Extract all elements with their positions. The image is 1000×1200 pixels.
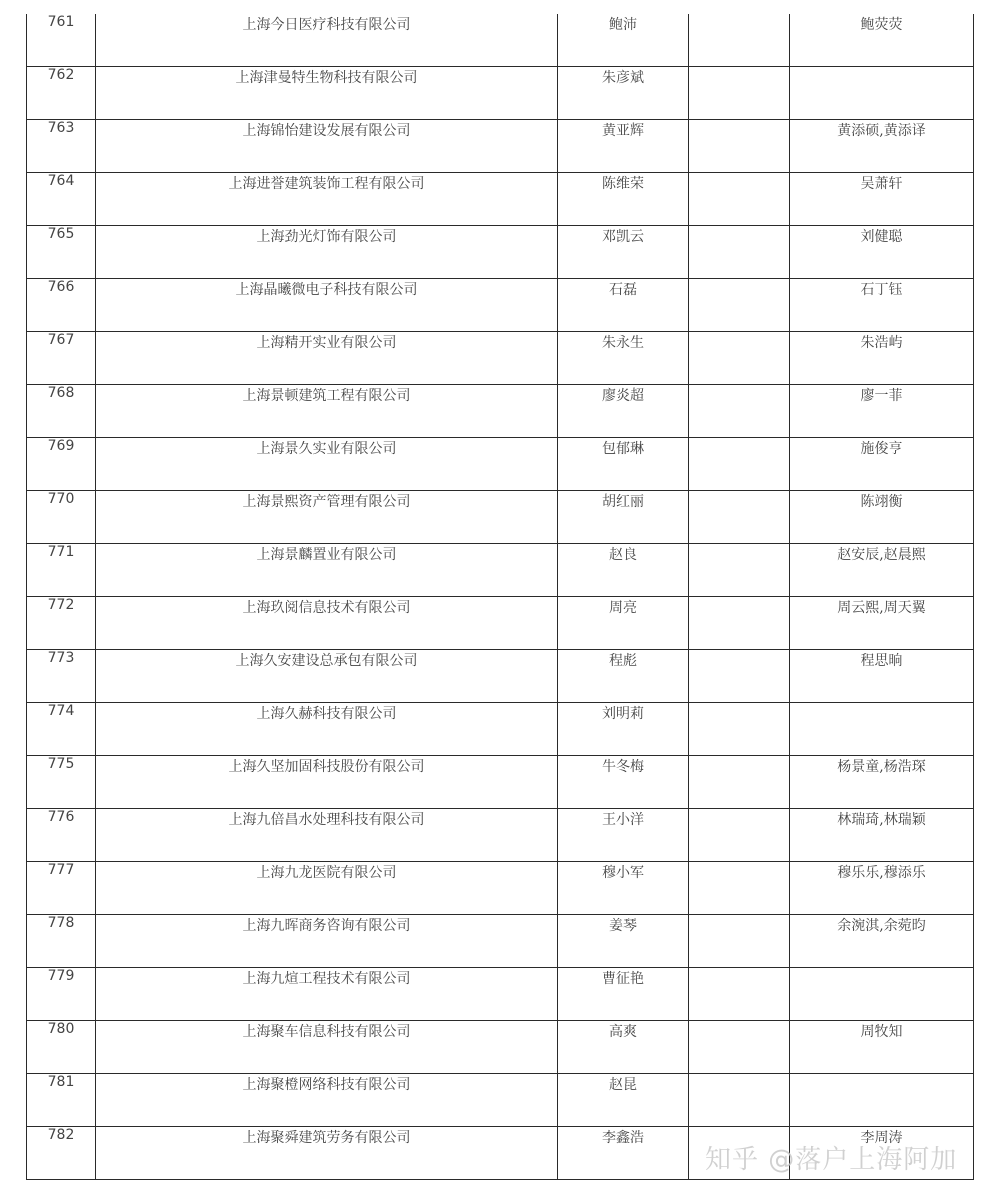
table-row bbox=[27, 120, 974, 173]
company-name bbox=[96, 332, 558, 385]
applicant-name bbox=[558, 1074, 689, 1127]
company-name-text: 上海聚车信息科技有限公司 bbox=[242, 1024, 411, 1040]
row-number bbox=[27, 597, 96, 650]
applicant-name bbox=[558, 1021, 689, 1074]
row-number-text: 771 bbox=[47, 544, 75, 560]
blank-cell bbox=[689, 544, 790, 597]
applicant-name bbox=[558, 915, 689, 968]
family-members-text: 朱浩屿 bbox=[860, 335, 903, 351]
company-name bbox=[96, 385, 558, 438]
family-members bbox=[790, 438, 974, 491]
applicant-name-text: 曹征艳 bbox=[602, 971, 644, 987]
family-members bbox=[790, 597, 974, 650]
blank-cell bbox=[689, 14, 790, 67]
company-name bbox=[96, 120, 558, 173]
row-number bbox=[27, 385, 96, 438]
family-members bbox=[790, 809, 974, 862]
row-number bbox=[27, 756, 96, 809]
company-name bbox=[96, 756, 558, 809]
row-number bbox=[27, 226, 96, 279]
blank-cell bbox=[689, 491, 790, 544]
row-number bbox=[27, 650, 96, 703]
applicant-name-text: 包郁琳 bbox=[602, 441, 644, 457]
row-number-text: 781 bbox=[47, 1074, 75, 1090]
company-name bbox=[96, 650, 558, 703]
applicant-name bbox=[558, 1127, 689, 1180]
table-row bbox=[27, 650, 974, 703]
row-number bbox=[27, 862, 96, 915]
row-number bbox=[27, 332, 96, 385]
settlement-list-table bbox=[26, 14, 974, 1180]
row-number-text: 780 bbox=[47, 1021, 75, 1037]
blank-cell bbox=[689, 226, 790, 279]
row-number-text: 769 bbox=[47, 438, 75, 454]
applicant-name bbox=[558, 544, 689, 597]
table-row bbox=[27, 915, 974, 968]
applicant-name-text: 牛冬梅 bbox=[602, 759, 644, 775]
applicant-name-text: 高爽 bbox=[609, 1024, 637, 1040]
blank-cell bbox=[689, 67, 790, 120]
company-name bbox=[96, 809, 558, 862]
row-number-text: 777 bbox=[47, 862, 75, 878]
applicant-name-text: 赵良 bbox=[609, 547, 637, 563]
blank-cell bbox=[689, 968, 790, 1021]
zhihu-watermark: 知乎 @落户上海阿加 bbox=[705, 1145, 958, 1175]
applicant-name-text: 王小洋 bbox=[602, 812, 644, 828]
family-members bbox=[790, 491, 974, 544]
company-name bbox=[96, 544, 558, 597]
applicant-name bbox=[558, 438, 689, 491]
table-row bbox=[27, 1074, 974, 1127]
blank-cell bbox=[689, 915, 790, 968]
applicant-name bbox=[558, 226, 689, 279]
family-members-text: 程思晌 bbox=[860, 653, 903, 669]
family-members-text: 石丁钰 bbox=[860, 282, 903, 298]
company-name bbox=[96, 1074, 558, 1127]
family-members-text: 余涴淇,余菀昀 bbox=[837, 918, 926, 934]
family-members bbox=[790, 226, 974, 279]
applicant-name bbox=[558, 597, 689, 650]
row-number bbox=[27, 1127, 96, 1180]
row-number bbox=[27, 968, 96, 1021]
company-name bbox=[96, 226, 558, 279]
company-name-text: 上海久安建设总承包有限公司 bbox=[235, 653, 418, 669]
company-name bbox=[96, 279, 558, 332]
row-number-text: 762 bbox=[47, 67, 75, 83]
applicant-name-text: 刘明莉 bbox=[602, 706, 644, 722]
family-members bbox=[790, 650, 974, 703]
family-members-text: 廖一菲 bbox=[860, 388, 903, 404]
family-members bbox=[790, 1021, 974, 1074]
company-name-text: 上海九龙医院有限公司 bbox=[256, 865, 397, 881]
company-name-text: 上海九晖商务咨询有限公司 bbox=[242, 918, 411, 934]
company-name bbox=[96, 173, 558, 226]
applicant-name bbox=[558, 14, 689, 67]
table-row bbox=[27, 597, 974, 650]
blank-cell bbox=[689, 650, 790, 703]
table-row bbox=[27, 809, 974, 862]
table-row bbox=[27, 862, 974, 915]
row-number-text: 766 bbox=[47, 279, 75, 295]
family-members bbox=[790, 120, 974, 173]
applicant-name bbox=[558, 332, 689, 385]
blank-cell bbox=[689, 120, 790, 173]
applicant-name-text: 石磊 bbox=[609, 282, 637, 298]
table-row bbox=[27, 544, 974, 597]
applicant-name-text: 廖炎超 bbox=[602, 388, 644, 404]
applicant-name bbox=[558, 703, 689, 756]
applicant-name bbox=[558, 756, 689, 809]
family-members bbox=[790, 756, 974, 809]
applicant-name-text: 陈维荣 bbox=[602, 176, 644, 192]
row-number bbox=[27, 491, 96, 544]
company-name-text: 上海景麟置业有限公司 bbox=[256, 547, 397, 563]
row-number bbox=[27, 1021, 96, 1074]
applicant-name bbox=[558, 650, 689, 703]
applicant-name bbox=[558, 279, 689, 332]
applicant-name-text: 周亮 bbox=[609, 600, 637, 616]
table-row bbox=[27, 67, 974, 120]
company-name-text: 上海久赫科技有限公司 bbox=[256, 706, 397, 722]
table-row bbox=[27, 226, 974, 279]
company-name bbox=[96, 1021, 558, 1074]
applicant-name-text: 邓凯云 bbox=[602, 229, 644, 245]
company-name bbox=[96, 597, 558, 650]
company-name-text: 上海景久实业有限公司 bbox=[256, 441, 397, 457]
blank-cell bbox=[689, 597, 790, 650]
row-number bbox=[27, 1074, 96, 1127]
applicant-name bbox=[558, 173, 689, 226]
family-members bbox=[790, 67, 974, 120]
family-members bbox=[790, 915, 974, 968]
company-name-text: 上海今日医疗科技有限公司 bbox=[242, 17, 411, 33]
company-name-text: 上海聚舜建筑劳务有限公司 bbox=[242, 1130, 411, 1146]
company-name bbox=[96, 67, 558, 120]
applicant-name-text: 朱彦斌 bbox=[602, 70, 644, 86]
company-name-text: 上海劲光灯饰有限公司 bbox=[256, 229, 397, 245]
family-members bbox=[790, 968, 974, 1021]
blank-cell bbox=[689, 703, 790, 756]
row-number bbox=[27, 544, 96, 597]
family-members bbox=[790, 173, 974, 226]
family-members-text: 杨景童,杨浩琛 bbox=[837, 759, 926, 775]
family-members bbox=[790, 1074, 974, 1127]
company-name-text: 上海久坚加固科技股份有限公司 bbox=[228, 759, 425, 775]
applicant-name-text: 朱永生 bbox=[602, 335, 644, 351]
row-number-text: 774 bbox=[47, 703, 75, 719]
family-members bbox=[790, 385, 974, 438]
company-name-text: 上海聚橙网络科技有限公司 bbox=[242, 1077, 411, 1093]
company-name-text: 上海景熙资产管理有限公司 bbox=[242, 494, 411, 510]
company-name-text: 上海晶曦微电子科技有限公司 bbox=[235, 282, 418, 298]
company-name bbox=[96, 491, 558, 544]
company-name-text: 上海津曼特生物科技有限公司 bbox=[235, 70, 418, 86]
row-number-text: 763 bbox=[47, 120, 75, 136]
applicant-name bbox=[558, 120, 689, 173]
row-number-text: 776 bbox=[47, 809, 75, 825]
family-members-text: 林瑞琦,林瑞颖 bbox=[837, 812, 926, 828]
applicant-name bbox=[558, 491, 689, 544]
applicant-name-text: 黄亚辉 bbox=[602, 123, 644, 139]
row-number bbox=[27, 67, 96, 120]
row-number-text: 767 bbox=[47, 332, 75, 348]
row-number-text: 779 bbox=[47, 968, 75, 984]
table-row bbox=[27, 279, 974, 332]
row-number-text: 770 bbox=[47, 491, 75, 507]
row-number bbox=[27, 279, 96, 332]
company-name bbox=[96, 14, 558, 67]
row-number-text: 778 bbox=[47, 915, 75, 931]
company-name bbox=[96, 968, 558, 1021]
applicant-name bbox=[558, 968, 689, 1021]
row-number bbox=[27, 703, 96, 756]
row-number bbox=[27, 120, 96, 173]
blank-cell bbox=[689, 385, 790, 438]
family-members-text: 穆乐乐,穆添乐 bbox=[837, 865, 926, 881]
blank-cell bbox=[689, 173, 790, 226]
blank-cell bbox=[689, 809, 790, 862]
company-name bbox=[96, 438, 558, 491]
row-number-text: 772 bbox=[47, 597, 75, 613]
row-number bbox=[27, 809, 96, 862]
family-members-text: 周云熙,周天翼 bbox=[837, 600, 926, 616]
blank-cell bbox=[689, 332, 790, 385]
company-name-text: 上海锦怡建设发展有限公司 bbox=[242, 123, 411, 139]
company-name-text: 上海九煊工程技术有限公司 bbox=[242, 971, 411, 987]
table-row bbox=[27, 968, 974, 1021]
row-number bbox=[27, 915, 96, 968]
table-body bbox=[27, 14, 974, 1180]
blank-cell bbox=[689, 1074, 790, 1127]
family-members-text: 周牧知 bbox=[860, 1024, 903, 1040]
applicant-name bbox=[558, 862, 689, 915]
family-members-text: 吴萧轩 bbox=[860, 176, 903, 192]
table-row bbox=[27, 703, 974, 756]
blank-cell bbox=[689, 438, 790, 491]
table-row bbox=[27, 1021, 974, 1074]
family-members-text: 赵安辰,赵晨熙 bbox=[837, 547, 926, 563]
blank-cell bbox=[689, 1021, 790, 1074]
row-number-text: 765 bbox=[47, 226, 75, 242]
row-number bbox=[27, 173, 96, 226]
company-name-text: 上海精开实业有限公司 bbox=[256, 335, 397, 351]
table-row bbox=[27, 756, 974, 809]
family-members-text: 黄添硕,黄添译 bbox=[837, 123, 926, 139]
family-members-text: 李周涛 bbox=[860, 1130, 903, 1146]
company-name bbox=[96, 862, 558, 915]
blank-cell bbox=[689, 756, 790, 809]
family-members-text: 陈翊衡 bbox=[860, 494, 903, 510]
company-name bbox=[96, 1127, 558, 1180]
family-members bbox=[790, 862, 974, 915]
family-members bbox=[790, 14, 974, 67]
applicant-name-text: 程彪 bbox=[609, 653, 637, 669]
applicant-name bbox=[558, 67, 689, 120]
row-number-text: 782 bbox=[47, 1127, 75, 1143]
family-members-text: 刘健聪 bbox=[860, 229, 903, 245]
row-number-text: 768 bbox=[47, 385, 75, 401]
table-row bbox=[27, 491, 974, 544]
row-number-text: 775 bbox=[47, 756, 75, 772]
table-row bbox=[27, 14, 974, 67]
table-row bbox=[27, 173, 974, 226]
applicant-name-text: 胡红丽 bbox=[602, 494, 644, 510]
row-number-text: 761 bbox=[47, 14, 75, 30]
applicant-name bbox=[558, 385, 689, 438]
company-name bbox=[96, 915, 558, 968]
company-name-text: 上海进誉建筑装饰工程有限公司 bbox=[228, 176, 425, 192]
applicant-name bbox=[558, 809, 689, 862]
applicant-name-text: 鲍沛 bbox=[609, 17, 637, 33]
row-number bbox=[27, 14, 96, 67]
family-members bbox=[790, 332, 974, 385]
row-number-text: 764 bbox=[47, 173, 75, 189]
table-row bbox=[27, 385, 974, 438]
company-name-text: 上海玖阅信息技术有限公司 bbox=[242, 600, 411, 616]
family-members bbox=[790, 703, 974, 756]
company-name-text: 上海九倍昌水处理科技有限公司 bbox=[228, 812, 425, 828]
family-members bbox=[790, 279, 974, 332]
family-members bbox=[790, 544, 974, 597]
row-number bbox=[27, 438, 96, 491]
company-name bbox=[96, 703, 558, 756]
blank-cell bbox=[689, 862, 790, 915]
family-members-text: 鲍荧荧 bbox=[860, 17, 903, 33]
applicant-name-text: 赵昆 bbox=[609, 1077, 637, 1093]
company-name-text: 上海景顿建筑工程有限公司 bbox=[242, 388, 411, 404]
applicant-name-text: 穆小军 bbox=[602, 865, 644, 881]
table-row bbox=[27, 332, 974, 385]
applicant-name-text: 姜琴 bbox=[609, 918, 637, 934]
row-number-text: 773 bbox=[47, 650, 75, 666]
table-row bbox=[27, 438, 974, 491]
applicant-name-text: 李鑫浩 bbox=[602, 1130, 644, 1146]
family-members-text: 施俊亨 bbox=[860, 441, 903, 457]
blank-cell bbox=[689, 279, 790, 332]
